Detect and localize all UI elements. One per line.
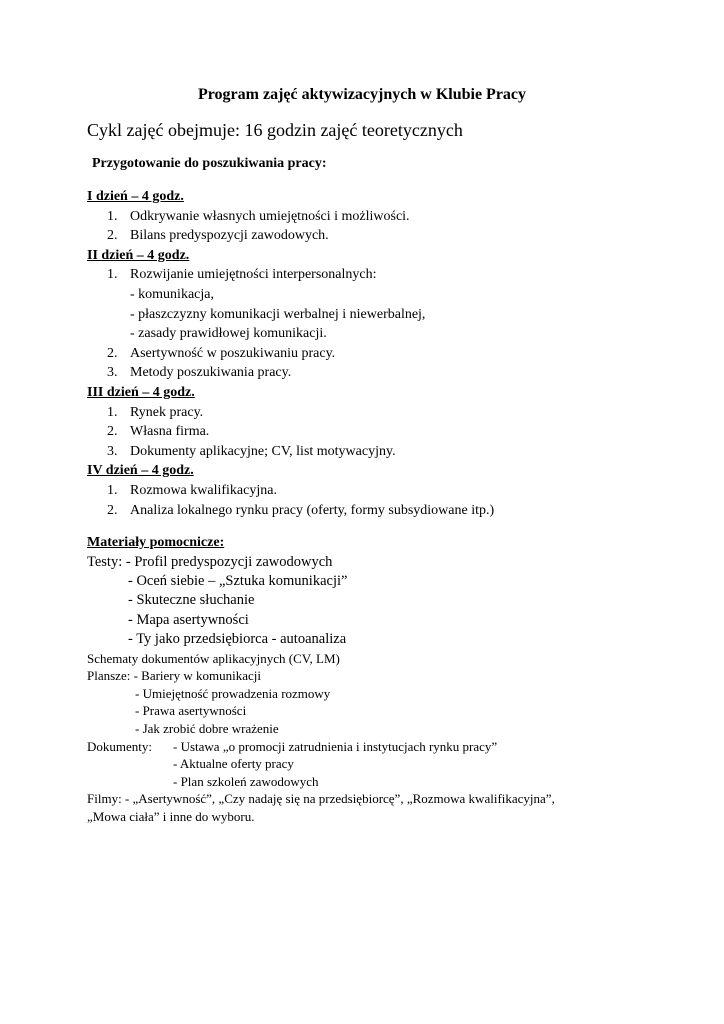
list-item	[87, 207, 494, 227]
schemes-line: Schematy dokumentów aplikacyjnych (CV, LM)	[87, 650, 340, 666]
item-number: 1.	[107, 482, 118, 498]
page-subtitle: Cykl zajęć obejmuje: 16 godzin zajęć teoretycznych	[87, 120, 463, 140]
item-text: Metody poszukiwania pracy.	[130, 365, 292, 381]
item-text: Analiza lokalnego rynku pracy (oferty, formy subsydiowane itp.)	[130, 502, 495, 518]
day-heading: III dzień – 4 godz.	[87, 384, 195, 400]
documents-label: Dokumenty:	[87, 738, 152, 754]
item-text: Dokumenty aplikacyjne; CV, list motywacyjny.	[130, 443, 396, 459]
list-item	[87, 422, 494, 442]
test-item: - Ty jako przedsiębiorca - autoanaliza	[128, 631, 347, 648]
day-heading: I dzień – 4 godz.	[87, 189, 184, 204]
day-block	[87, 461, 494, 520]
item-number: 2.	[107, 424, 118, 440]
board-item: - Bariery w komunikacji	[133, 668, 262, 684]
item-text: Rozwijanie umiejętności interpersonalnych:	[130, 267, 377, 283]
boards-label: Plansze:	[87, 668, 131, 684]
page-title: Program zajęć aktywizacyjnych w Klubie Pracy	[197, 86, 527, 103]
item-text: Rynek pracy.	[130, 404, 204, 420]
day-block	[87, 187, 494, 246]
board-item: - Jak zrobić dobre wrażenie	[135, 721, 279, 736]
test-item: - Oceń siebie – „Sztuka komunikacji”	[128, 573, 348, 589]
days-list	[87, 187, 494, 520]
sub-item: - płaszczyzny komunikacji werbalnej i niewerbalnej,	[130, 306, 426, 322]
materials-section	[87, 533, 555, 826]
list-item	[87, 265, 494, 285]
day-heading: II dzień – 4 godz.	[87, 247, 190, 263]
item-number: 2.	[107, 228, 118, 244]
document-item: - Ustawa „o promocji zatrudnienia i instytucjach rynku pracy”	[173, 738, 498, 754]
day-block	[87, 246, 494, 383]
list-item	[87, 442, 494, 462]
item-number: 1.	[107, 267, 118, 283]
list-item	[87, 501, 494, 521]
item-number: 2.	[107, 345, 118, 361]
small-materials	[87, 650, 555, 826]
sub-item: - komunikacja,	[130, 286, 214, 302]
tests-label: Testy:	[87, 553, 123, 570]
documents-row	[87, 738, 555, 756]
sub-item: - zasady prawidłowej komunikacji.	[130, 326, 327, 342]
boards-row	[87, 667, 555, 685]
item-number: 1.	[107, 208, 118, 224]
list-item	[87, 363, 494, 383]
document-item: - Aktualne oferty pracy	[173, 756, 294, 772]
document-item: - Plan szkoleń zawodowych	[173, 773, 319, 789]
test-item: - Profil predyspozycji zawodowych	[125, 553, 333, 570]
item-text: Asertywność w poszukiwaniu pracy.	[130, 345, 336, 361]
tests-row	[87, 553, 555, 572]
tests-list	[87, 553, 555, 650]
item-number: 3.	[107, 365, 118, 381]
item-text: Rozmowa kwalifikacyjna.	[130, 482, 277, 498]
list-item	[87, 403, 494, 423]
films-line: „Mowa ciała” i inne do wyboru.	[87, 808, 255, 824]
item-number: 3.	[107, 443, 118, 459]
list-item	[87, 226, 494, 246]
list-item	[87, 344, 494, 364]
item-text: Bilans predyspozycji zawodowych.	[130, 228, 329, 244]
films-line: Filmy: - „Asertywność”, „Czy nadaję się na przedsiębiorcę”, „Rozmowa kwalifikacyjna”,	[87, 791, 555, 807]
section-heading: Przygotowanie do poszukiwania pracy:	[92, 156, 327, 171]
board-item: - Umiejętność prowadzenia rozmowy	[135, 685, 331, 701]
test-item: - Skuteczne słuchanie	[128, 592, 255, 609]
item-text: Odkrywanie własnych umiejętności i możliwości.	[130, 208, 410, 224]
list-item	[87, 481, 494, 501]
item-number: 2.	[107, 502, 118, 518]
materials-heading: Materiały pomocnicze:	[87, 535, 225, 550]
item-number: 1.	[107, 404, 118, 420]
board-item: - Prawa asertywności	[135, 703, 247, 719]
day-block	[87, 383, 494, 461]
test-item: - Mapa asertywności	[128, 611, 249, 628]
item-text: Własna firma.	[130, 424, 210, 440]
day-heading: IV dzień – 4 godz.	[87, 463, 194, 479]
